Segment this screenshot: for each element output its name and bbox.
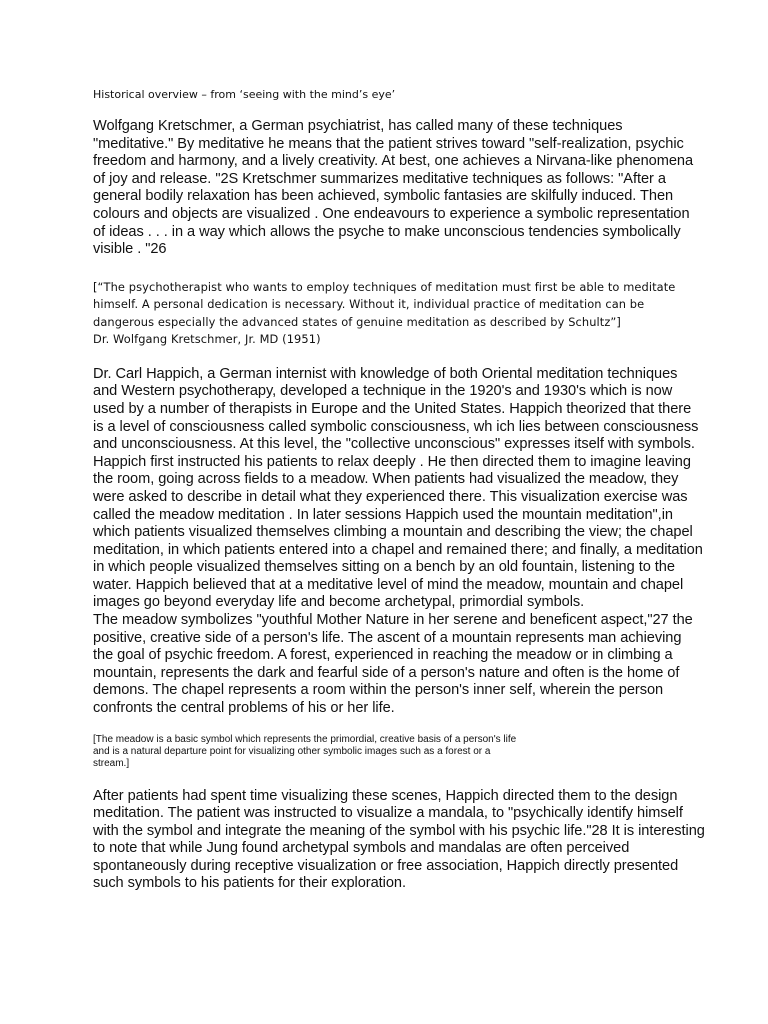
meadow-note: [The meadow is a basic symbol which represents the primordial, creative basis of a person's life and is a natural departure point for visualizing other symbolic images such as a forest or a stream.]	[93, 733, 517, 770]
paragraph-kretschmer: Wolfgang Kretschmer, a German psychiatrist, has called many of these techniques "meditative." By meditative he means that the patient strives toward "self-realization, psychic freedom and harmony, and a lively creativity. At best, one achieves a Nirvana-like phenomena of joy and release. "2S Kretschmer summarizes meditative techniques as follows: "After a general bodily relaxation has been achieved, symbolic fantasies are skilfully induced. Then colours and objects are visualized . One endeavours to experience a symbolic representation of ideas . . . in a way which allows the psyche to make unconscious tendencies symbolically visible . "26	[93, 118, 694, 258]
quote-block: [“The psychotherapist who wants to employ techniques of meditation must first be able to meditate himself. A personal dedication is necessary. Without it, individual practice of meditation can be dangerous especially the advanced states of genuine meditation as described by Schultz”]	[93, 279, 676, 329]
document-title: Historical overview – from ‘seeing with the mind’s eye’	[93, 88, 396, 101]
paragraph-happich: Dr. Carl Happich, a German internist with knowledge of both Oriental meditation techniques and Western psychotherapy, developed a technique in the 1920's and 1930's which is now used by a number of therapists in Europe and the United States. Happich theorized that there is a level of consciousness called symbolic consciousness, wh ich lies between consciousness and unconsciousness. At this level, the "collective unconscious" expresses itself with symbols. Happich first instructed his patients to relax deeply . He then directed them to imagine leaving the room, going across fields to a meadow. When patients had visualized the meadow, they were asked to describe in detail what they experienced there. This visualization exercise was called the meadow meditation . In later sessions Happich used the mountain meditation",in which patients visualized themselves climbing a mountain and describing the view; the chapel meditation, in which patients entered into a chapel and remained there; and finally, a meditation in which people visualized themselves sitting on a bench by an old fountain, listening to the water. Happich believed that at a meditative level of mind the meadow, mountain and chapel images go beyond everyday life and become archetypal, primordial symbols.	[93, 365, 703, 611]
document-page	[93, 88, 705, 893]
paragraph-meadow-symbolism: The meadow symbolizes "youthful Mother Nature in her serene and beneficent aspect,"27 the positive, creative side of a person's life. The ascent of a mountain represents man achieving the goal of psychic freedom. A forest, experienced in reaching the meadow or in climbing a mountain, represents the dark and fearful side of a person's nature and often is the home of demons. The chapel represents a room within the person's inner self, wherein the person confronts the central problems of his or her life.	[93, 612, 693, 717]
paragraph-design-meditation: After patients had spent time visualizing these scenes, Happich directed them to the design meditation. The patient was instructed to visualize a mandala, to "psychically identify himself with the symbol and integrate the meaning of the symbol with his psychic life."28 It is interesting to note that while Jung found archetypal symbols and mandalas are often perceived spontaneously during receptive visualization or free association, Happich directly presented such symbols to his patients for their exploration.	[93, 787, 705, 892]
quote-attribution: Dr. Wolfgang Kretschmer, Jr. MD (1951)	[93, 332, 321, 347]
